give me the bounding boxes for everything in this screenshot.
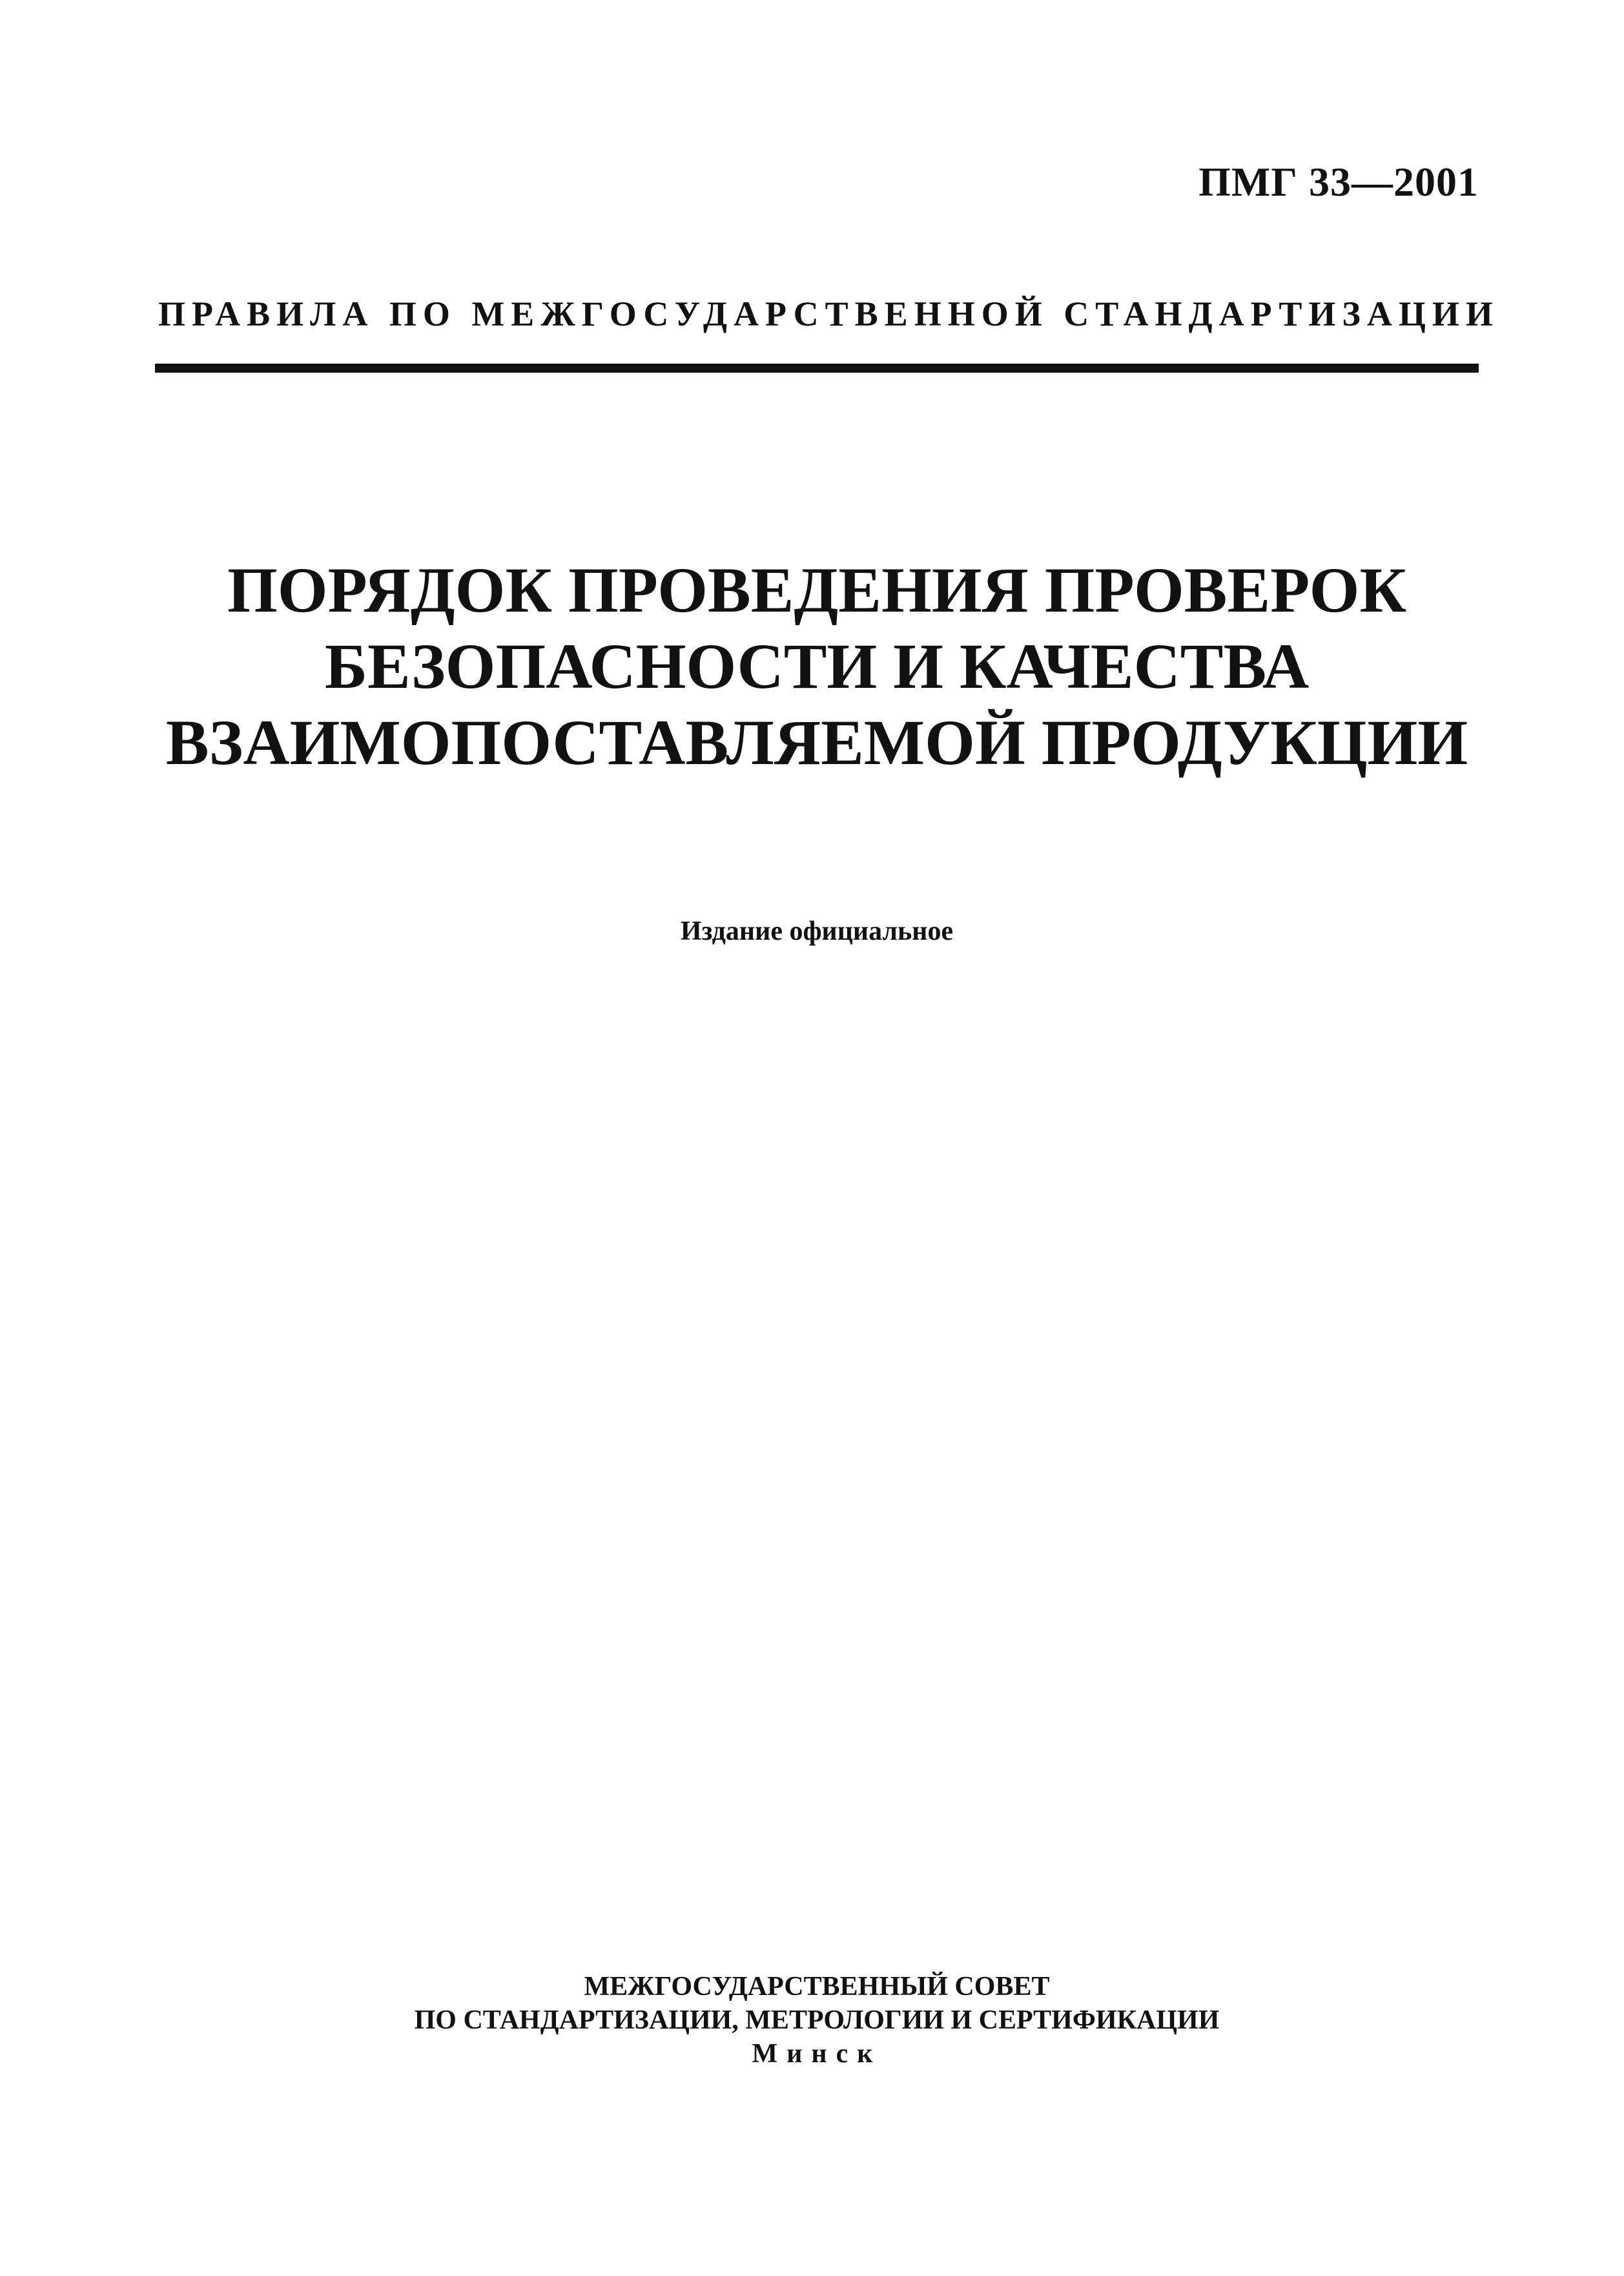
series-title: ПРАВИЛА ПО МЕЖГОСУДАРСТВЕННОЙ СТАНДАРТИЗАЦИИ (158, 295, 1499, 333)
main-title (155, 552, 1479, 781)
main-title-line: БЕЗОПАСНОСТИ И КАЧЕСТВА (324, 630, 1310, 702)
publisher-line: МЕЖГОСУДАРСТВЕННЫЙ СОВЕТ (584, 1972, 1050, 2002)
document-code: ПМГ 33—2001 (1198, 159, 1479, 205)
main-title-line: ПОРЯДОК ПРОВЕДЕНИЯ ПРОВЕРОК (227, 554, 1406, 626)
publisher-city: Минск (752, 2039, 882, 2069)
main-title-line: ВЗАИМОПОСТАВЛЯЕМОЙ ПРОДУКЦИИ (165, 707, 1468, 778)
edition-label: Издание официальное (680, 916, 954, 946)
title-divider (155, 364, 1479, 373)
publisher-line: ПО СТАНДАРТИЗАЦИИ, МЕТРОЛОГИИ И СЕРТИФИКАЦИИ (414, 2005, 1220, 2035)
publisher-block (155, 1970, 1479, 2071)
